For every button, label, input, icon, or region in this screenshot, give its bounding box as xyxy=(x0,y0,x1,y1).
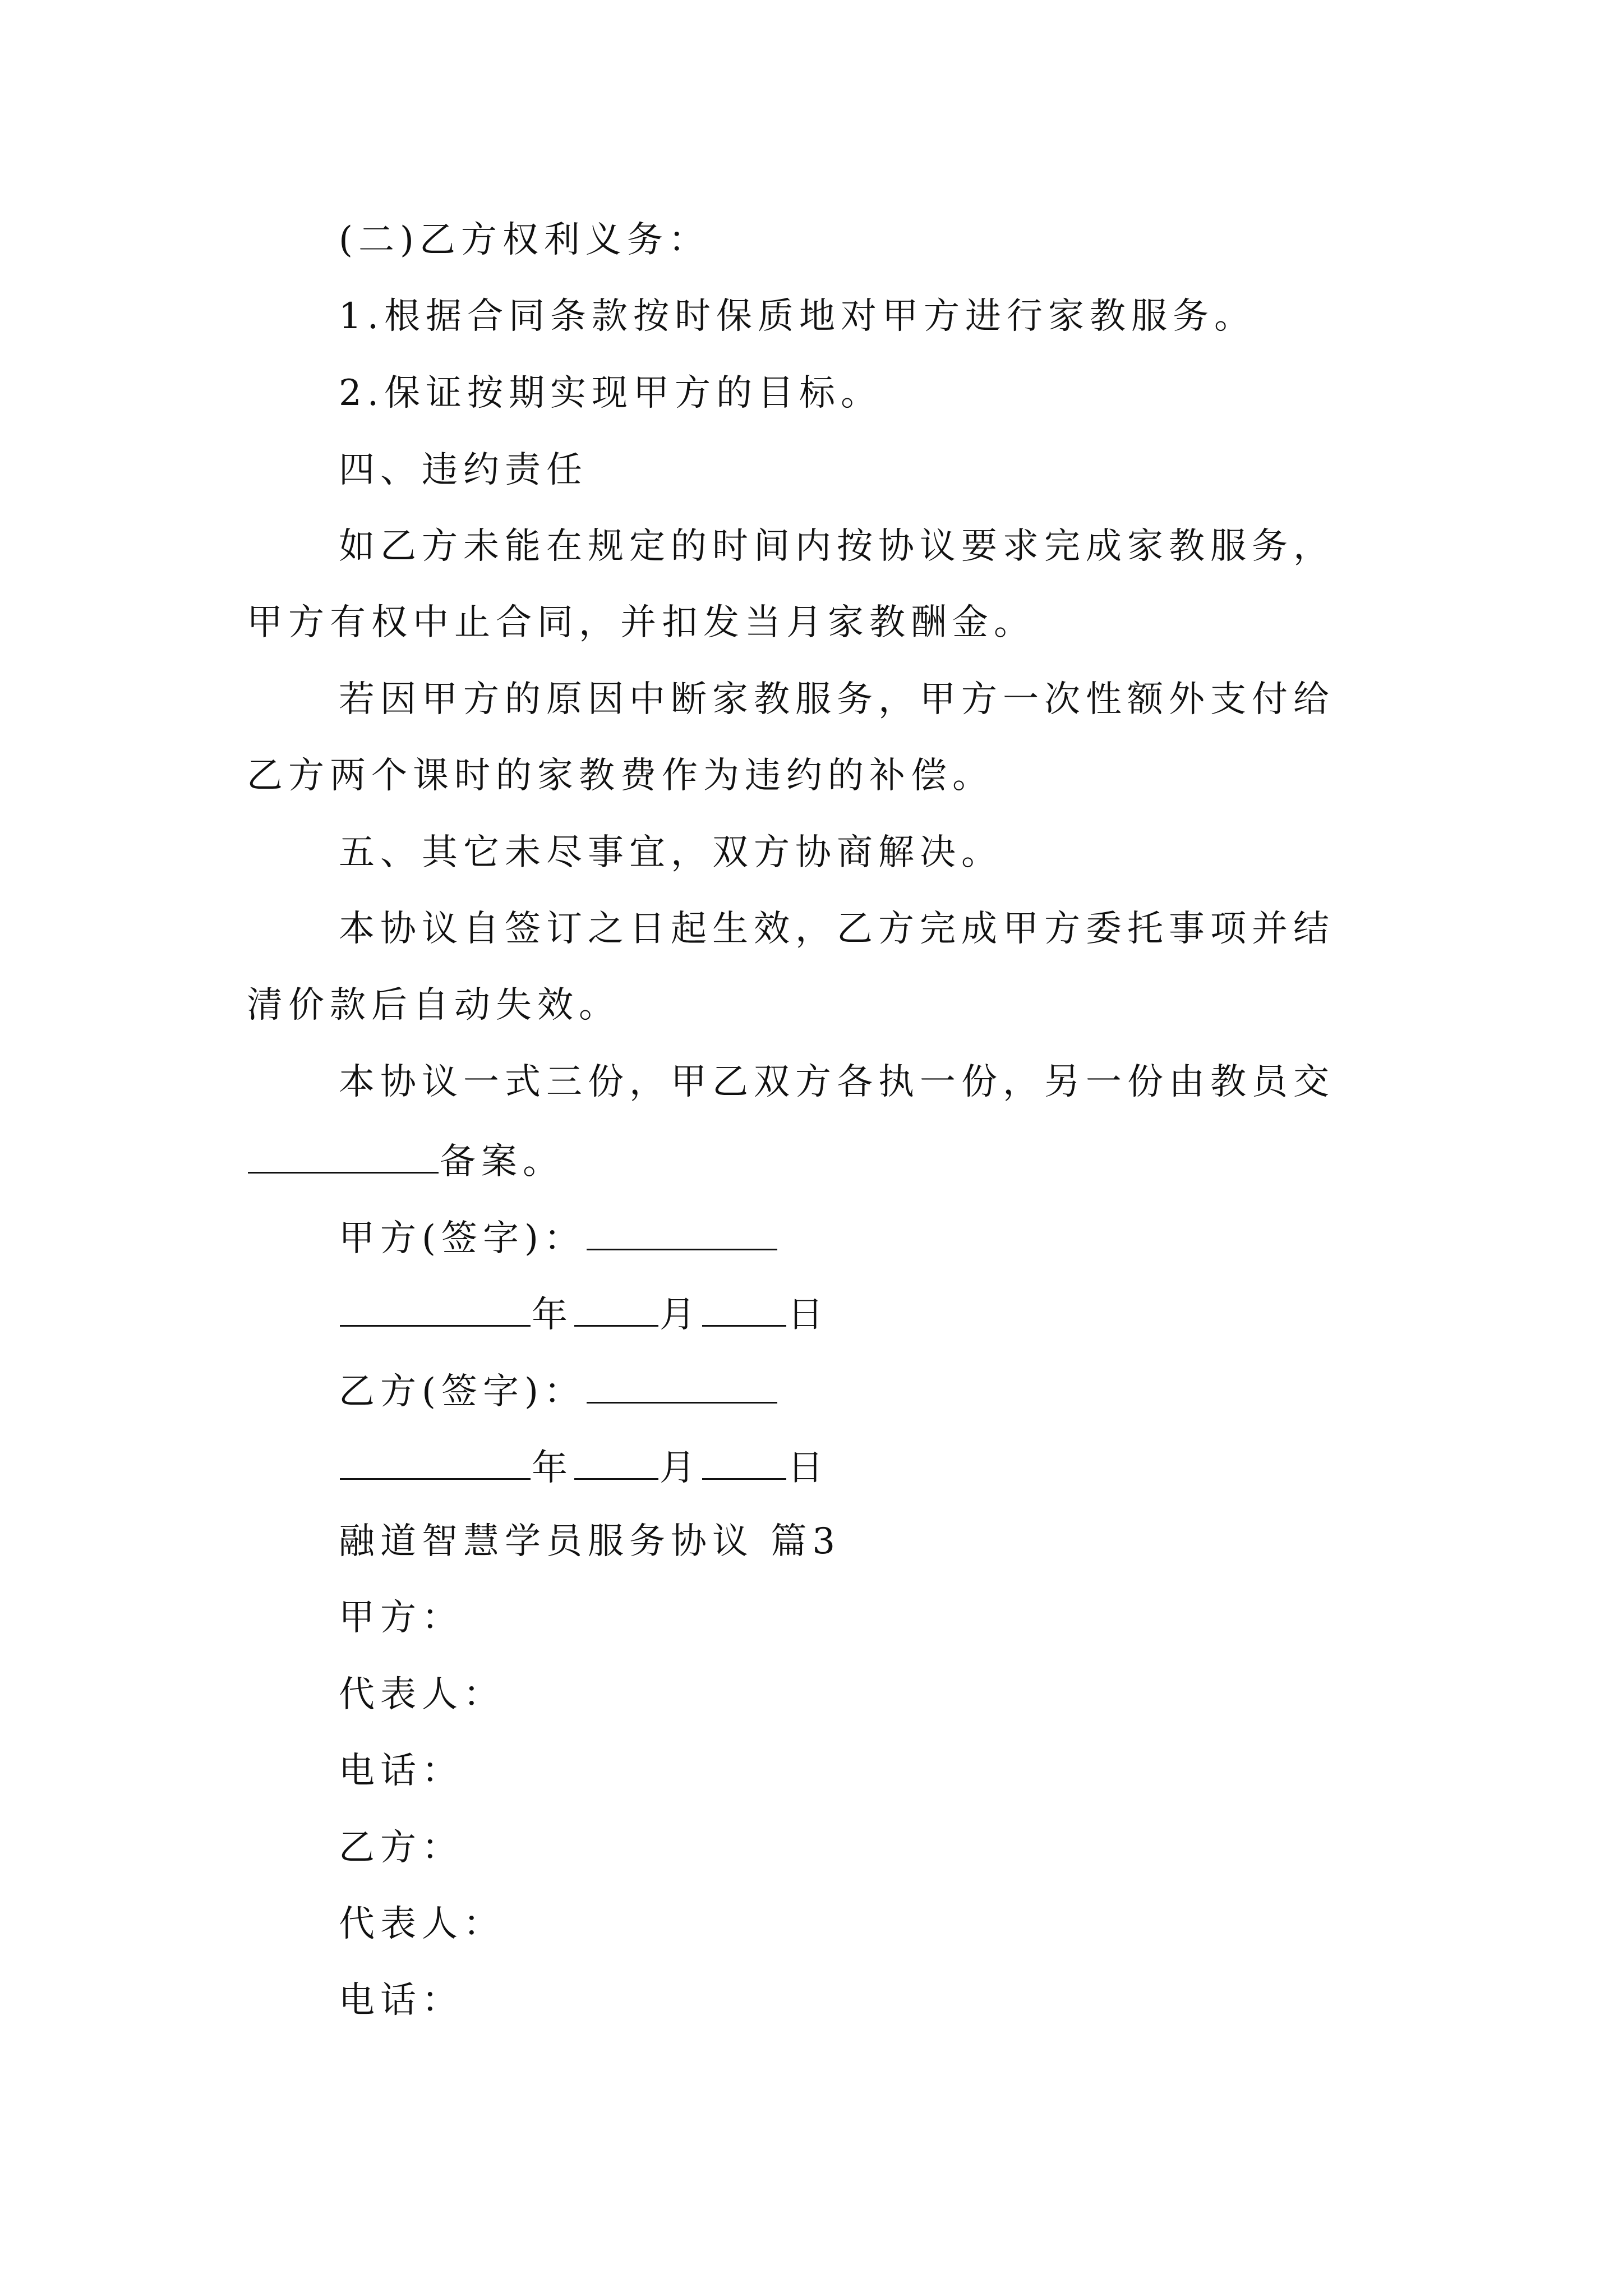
party-a-signature-line xyxy=(339,1217,778,1257)
party-b-year-blank xyxy=(340,1447,531,1480)
effective-paragraph-line-1: 本协议自签订之日起生效，乙方完成甲方委托事项并结 xyxy=(339,908,1335,950)
month-label: 月 xyxy=(660,1447,701,1489)
party-b-signature-label: 乙方(签字)： xyxy=(339,1371,585,1412)
filing-suffix: 备案。 xyxy=(440,1141,564,1182)
heading-party-b-rights: (二)乙方权利义务： xyxy=(339,219,710,261)
day-label: 日 xyxy=(787,1447,829,1489)
breach-paragraph-2-line-1: 若因甲方的原因中断家教服务，甲方一次性额外支付给 xyxy=(339,679,1335,720)
party-a-signature-blank xyxy=(587,1217,777,1250)
party-a-day-blank xyxy=(702,1294,786,1327)
year-label: 年 xyxy=(532,1447,573,1489)
copies-paragraph-line-1: 本协议一式三份，甲乙双方各执一份，另一份由教员交 xyxy=(339,1061,1335,1103)
filing-line xyxy=(247,1140,564,1180)
field-party-a-phone: 电话： xyxy=(339,1750,463,1792)
party-b-signature-blank xyxy=(587,1370,777,1404)
breach-paragraph-1-line-1: 如乙方未能在规定的时间内按协议要求完成家教服务， xyxy=(339,526,1335,567)
field-party-b: 乙方： xyxy=(339,1827,463,1869)
field-party-a: 甲方： xyxy=(339,1597,463,1639)
breach-paragraph-1-line-2: 甲方有权中止合同，并扣发当月家教酬金。 xyxy=(247,602,1035,643)
party-a-month-blank xyxy=(574,1294,658,1327)
clause-five: 五、其它未尽事宜，双方协商解决。 xyxy=(339,832,1003,873)
clause-2: 2.保证按期实现甲方的目标。 xyxy=(339,372,883,414)
field-party-b-phone: 电话： xyxy=(339,1980,463,2021)
filing-blank xyxy=(248,1140,439,1174)
section-title: 融道智慧学员服务协议 篇3 xyxy=(339,1521,841,1562)
month-label: 月 xyxy=(660,1294,701,1336)
effective-paragraph-line-2: 清价款后自动失效。 xyxy=(247,984,620,1026)
party-b-date-line xyxy=(339,1447,829,1489)
party-b-month-blank xyxy=(574,1447,658,1480)
field-party-b-representative: 代表人： xyxy=(339,1903,505,1945)
breach-paragraph-2-line-2: 乙方两个课时的家教费作为违约的补偿。 xyxy=(247,755,994,797)
day-label: 日 xyxy=(787,1294,829,1336)
heading-breach: 四、违约责任 xyxy=(339,449,588,491)
party-b-day-blank xyxy=(702,1447,786,1480)
clause-1: 1.根据合同条款按时保质地对甲方进行家教服务。 xyxy=(339,296,1256,337)
party-a-year-blank xyxy=(340,1294,531,1327)
party-b-signature-line xyxy=(339,1370,778,1410)
year-label: 年 xyxy=(532,1294,573,1336)
party-a-signature-label: 甲方(签字)： xyxy=(339,1218,585,1259)
field-party-a-representative: 代表人： xyxy=(339,1674,505,1715)
party-a-date-line xyxy=(339,1294,829,1336)
